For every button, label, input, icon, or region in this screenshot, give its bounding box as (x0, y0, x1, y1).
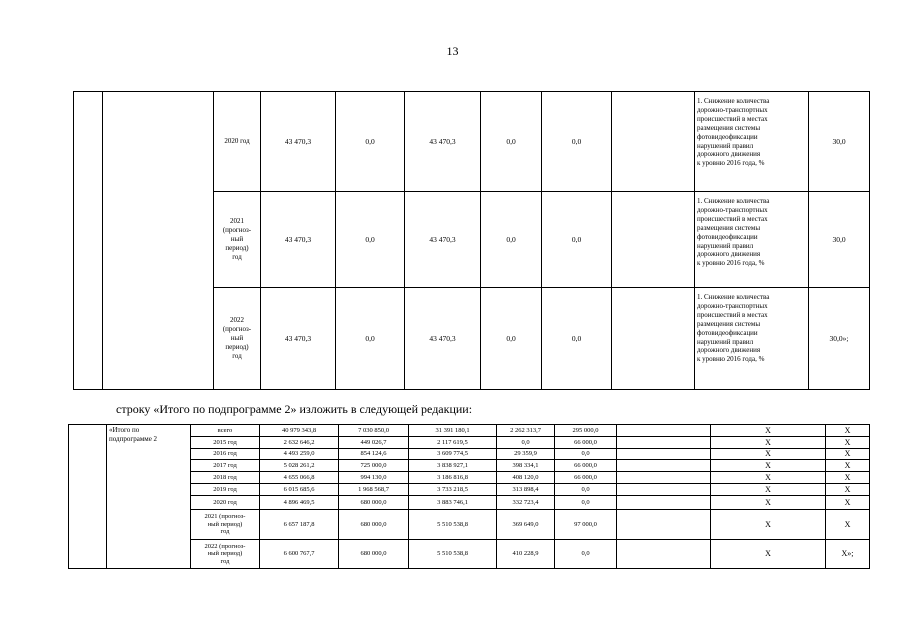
value-cell: 1 968 568,7 (339, 484, 409, 496)
value-cell: 295 000,0 (555, 425, 617, 437)
value-cell: 5 028 261,2 (260, 460, 339, 472)
cell-line: нарушений правил (697, 241, 754, 250)
value-cell: 725 000,0 (339, 460, 409, 472)
value-cell: 994 130,0 (339, 472, 409, 484)
cell-line: год (220, 528, 230, 536)
cell-line: ный (230, 334, 244, 342)
x-mark-cell: Х (826, 496, 870, 510)
year-cell (191, 484, 260, 496)
value-cell: 854 124,6 (339, 449, 409, 460)
cell-line: всего (217, 426, 233, 434)
subprogram-total-table (68, 424, 870, 569)
amendment-heading: строку «Итого по подпрограмме 2» изложить в следующей редакции: (116, 402, 473, 416)
empty-cell (617, 510, 711, 540)
indicator-cell (695, 192, 809, 288)
x-mark-cell: Х»; (826, 540, 870, 569)
value-cell: 43 470,3 (405, 192, 481, 288)
value-cell: 3 733 218,5 (409, 484, 497, 496)
cell-line: 2022 (прогноз- (204, 542, 246, 550)
year-cell (191, 496, 260, 510)
x-mark-cell: Х (826, 460, 870, 472)
value-cell: 332 723,4 (497, 496, 555, 510)
value-cell: 97 000,0 (555, 510, 617, 540)
x-mark-cell: Х (711, 460, 826, 472)
year-cell (191, 437, 260, 449)
value-cell: 410 228,9 (497, 540, 555, 569)
cell-line: 2016 год (213, 450, 237, 458)
cell-line: размещения системы (697, 223, 761, 232)
value-cell: 5 510 538,8 (409, 510, 497, 540)
cell-line: период) (225, 244, 249, 252)
value-cell: 2 632 646,2 (260, 437, 339, 449)
cell-line: 2018 год (213, 473, 237, 481)
value-cell: 449 026,7 (339, 437, 409, 449)
value-cell: 0,0 (481, 288, 542, 390)
value-cell: 66 000,0 (555, 437, 617, 449)
cell-line: год (220, 557, 230, 565)
cell-line: 1. Снижение количества (697, 293, 770, 301)
value-cell: 0,0 (336, 92, 405, 192)
cell-line: (прогноз- (222, 325, 252, 333)
value-cell: 43 470,3 (405, 92, 481, 192)
x-mark-cell: Х (711, 510, 826, 540)
value-cell: 680 000,0 (339, 496, 409, 510)
value-cell: 0,0 (497, 437, 555, 449)
value-cell: 66 000,0 (555, 460, 617, 472)
cell-line: 2020 год (213, 498, 237, 506)
cell-line: нарушений правил (697, 141, 754, 150)
table-row (69, 425, 870, 437)
target-value-cell: 30,0 (809, 92, 870, 192)
cell-line: подпрограмме 2 (109, 434, 158, 443)
empty-cell (617, 460, 711, 472)
cell-line: дорожного движения (697, 250, 761, 259)
empty-cell (617, 496, 711, 510)
cell-line: 1. Снижение количества (697, 97, 770, 105)
cell-line: фотовидеофиксации (697, 132, 758, 141)
value-cell: 313 898,4 (497, 484, 555, 496)
value-cell: 6 600 767,7 (260, 540, 339, 569)
value-cell: 680 000,0 (339, 540, 409, 569)
x-mark-cell: Х (711, 472, 826, 484)
value-cell: 408 120,0 (497, 472, 555, 484)
year-cell (191, 460, 260, 472)
x-mark-cell: Х (711, 540, 826, 569)
cell-line: 2022 (230, 316, 244, 324)
value-cell: 0,0 (555, 496, 617, 510)
cell-line: ный (230, 235, 244, 243)
value-cell: 2 117 619,5 (409, 437, 497, 449)
value-cell: 0,0 (336, 192, 405, 288)
value-cell: 0,0 (481, 192, 542, 288)
cell-line: дорожного движения (697, 346, 761, 355)
cell-line: фотовидеофиксации (697, 232, 758, 241)
cell-line: «Итого по (109, 426, 140, 434)
cell-line: год (232, 253, 242, 261)
value-cell: 6 657 187,8 (260, 510, 339, 540)
cell-line: год (232, 352, 242, 360)
value-cell: 0,0 (542, 92, 612, 192)
table2-body (69, 425, 870, 569)
value-cell: 3 838 927,1 (409, 460, 497, 472)
cell-line: фотовидеофиксации (697, 328, 758, 337)
table1-body (74, 92, 870, 390)
x-mark-cell: Х (826, 449, 870, 460)
cell-line: дорожного движения (697, 150, 761, 159)
cell-line: нарушений правил (697, 337, 754, 346)
empty-cell (612, 92, 695, 192)
target-value-cell: 30,0»; (809, 288, 870, 390)
cell-line: ный период) (207, 520, 243, 528)
value-cell: 6 015 685,6 (260, 484, 339, 496)
empty-cell (617, 484, 711, 496)
cell-line: 2020 год (224, 137, 250, 145)
x-mark-cell: Х (711, 425, 826, 437)
cell-line: 2021 (230, 217, 244, 225)
merged-name-cell (103, 92, 214, 390)
x-mark-cell: Х (826, 437, 870, 449)
value-cell: 0,0 (336, 288, 405, 390)
merged-number-cell (69, 425, 107, 569)
indicator-cell (695, 288, 809, 390)
cell-line: размещения системы (697, 319, 761, 328)
empty-cell (617, 540, 711, 569)
subprogram-label-cell (107, 425, 191, 569)
cell-line: размещения системы (697, 123, 761, 132)
value-cell: 29 359,9 (497, 449, 555, 460)
value-cell: 3 186 816,8 (409, 472, 497, 484)
value-cell: 2 262 313,7 (497, 425, 555, 437)
year-cell (191, 449, 260, 460)
value-cell: 0,0 (555, 540, 617, 569)
cell-line: дорожно-транспортных (697, 205, 768, 214)
value-cell: 31 391 180,1 (409, 425, 497, 437)
value-cell: 0,0 (542, 192, 612, 288)
cell-line: дорожно-транспортных (697, 301, 768, 310)
value-cell: 369 649,0 (497, 510, 555, 540)
cell-line: 2019 год (213, 485, 237, 493)
x-mark-cell: Х (711, 484, 826, 496)
value-cell: 3 883 746,1 (409, 496, 497, 510)
cell-line: дорожно-транспортных (697, 105, 768, 114)
value-cell: 680 000,0 (339, 510, 409, 540)
cell-line: 1. Снижение количества (697, 197, 770, 205)
cell-line: (прогноз- (222, 226, 252, 234)
value-cell: 398 334,1 (497, 460, 555, 472)
value-cell: 43 470,3 (261, 192, 336, 288)
cell-line: происшествий в местах (697, 214, 768, 223)
table-row (74, 92, 870, 192)
cell-line: к уровню 2016 года, % (697, 259, 765, 268)
empty-cell (612, 288, 695, 390)
empty-cell (617, 425, 711, 437)
value-cell: 0,0 (481, 92, 542, 192)
value-cell: 43 470,3 (261, 288, 336, 390)
x-mark-cell: Х (826, 484, 870, 496)
page-number: 13 (446, 44, 459, 58)
cell-line: 2021 (прогноз- (204, 513, 246, 521)
cell-line: период) (225, 343, 249, 351)
x-mark-cell: Х (711, 496, 826, 510)
value-cell: 0,0 (542, 288, 612, 390)
cell-line: к уровню 2016 года, % (697, 159, 765, 168)
value-cell: 3 609 774,5 (409, 449, 497, 460)
program-table-continuation (73, 91, 870, 390)
year-cell (191, 425, 260, 437)
target-value-cell: 30,0 (809, 192, 870, 288)
value-cell: 43 470,3 (261, 92, 336, 192)
cell-line: происшествий в местах (697, 310, 768, 319)
value-cell: 4 493 259,0 (260, 449, 339, 460)
x-mark-cell: Х (826, 510, 870, 540)
indicator-cell (695, 92, 809, 192)
value-cell: 7 030 850,0 (339, 425, 409, 437)
value-cell: 4 896 469,5 (260, 496, 339, 510)
value-cell: 4 655 066,8 (260, 472, 339, 484)
value-cell: 40 979 343,8 (260, 425, 339, 437)
empty-cell (612, 192, 695, 288)
x-mark-cell: Х (826, 425, 870, 437)
value-cell: 0,0 (555, 449, 617, 460)
cell-line: происшествий в местах (697, 114, 768, 123)
cell-line: 2017 год (213, 461, 237, 469)
merged-number-cell (74, 92, 103, 390)
year-cell (214, 92, 261, 192)
year-cell (191, 510, 260, 540)
x-mark-cell: Х (826, 472, 870, 484)
cell-line: 2015 год (213, 438, 237, 446)
value-cell: 0,0 (555, 484, 617, 496)
empty-cell (617, 437, 711, 449)
x-mark-cell: Х (711, 437, 826, 449)
value-cell: 66 000,0 (555, 472, 617, 484)
cell-line: ный период) (207, 550, 243, 558)
cell-line: к уровню 2016 года, % (697, 355, 765, 364)
year-cell (191, 472, 260, 484)
year-cell (214, 192, 261, 288)
year-cell (214, 288, 261, 390)
x-mark-cell: Х (711, 449, 826, 460)
empty-cell (617, 449, 711, 460)
empty-cell (617, 472, 711, 484)
value-cell: 43 470,3 (405, 288, 481, 390)
year-cell (191, 540, 260, 569)
value-cell: 5 510 538,8 (409, 540, 497, 569)
